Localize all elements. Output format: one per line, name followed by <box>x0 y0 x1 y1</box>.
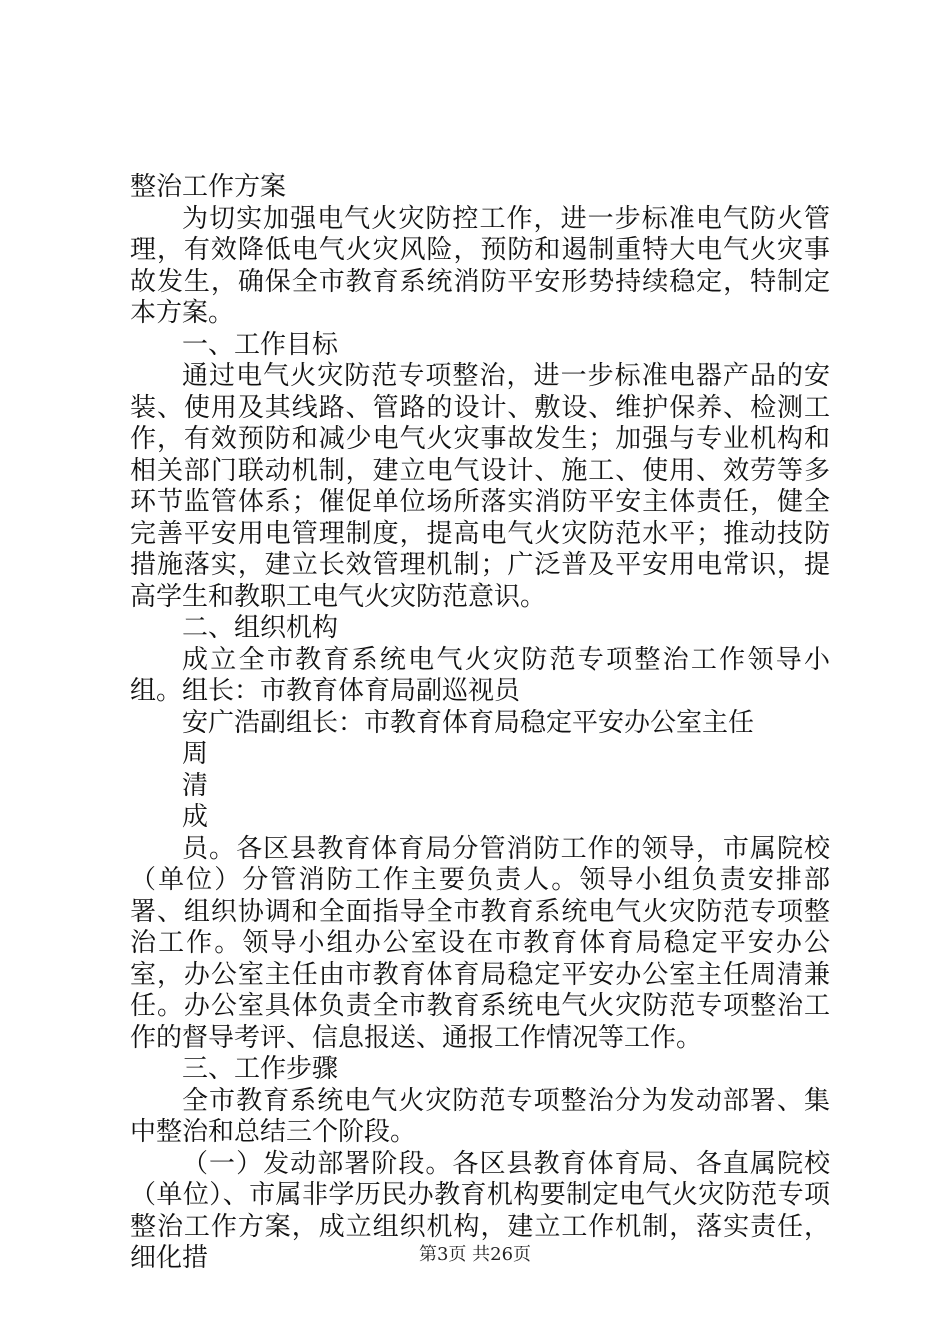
heading-work-goals: 一、工作目标 <box>182 329 339 360</box>
paragraph-deputy-leader: 安广浩副组长：市教育体育局稳定平安办公室主任 <box>182 707 755 738</box>
page-number-footer: 第3页 共26页 <box>418 1244 532 1265</box>
paragraph-char-cheng: 成 <box>182 802 209 832</box>
paragraph-work-steps: 全市教育系统电气火灾防范专项整治分为发动部署、集中整治和总结三个阶段。 <box>130 1085 830 1147</box>
paragraph-intro: 为切实加强电气火灾防控工作，进一步标准电气防火管理，有效降低电气火灾风险，预防和遏制重特大电气火灾事故发生，确保全市教育系统消防平安形势持续稳定，特制定本方案。 <box>130 203 830 328</box>
document-body <box>130 172 830 1275</box>
paragraph-phase-one: （一）发动部署阶段。各区县教育体育局、各直属院校（单位）、市属非学历民办教育机构要制定电气火灾防范专项整治工作方案，成立组织机构，建立工作机制，落实责任，细化措 <box>130 1148 830 1273</box>
heading-work-steps: 三、工作步骤 <box>182 1054 339 1084</box>
paragraph-char-zhou: 周 <box>182 739 209 769</box>
heading-organization: 二、组织机构 <box>182 613 339 643</box>
paragraph-work-goals: 通过电气火灾防范专项整治，进一步标准电器产品的安装、使用及其线路、管路的设计、敷设、维护保养、检测工作，有效预防和减少电气火灾事故发生；加强与专业机构和相关部门联动机制，建立电气设计、施工、使用、效劳等多环节监管体系；催促单位场所落实消防平安主体责任，健全完善平安用电管理制度，提高电气火灾防范水平；推动技防措施落实，建立长效管理机制；广泛普及平安用电常识，提高学生和教职工电气火灾防范意识。 <box>130 361 830 612</box>
paragraph-organization-leader: 成立全市教育系统电气火灾防范专项整治工作领导小组。组长：市教育体育局副巡视员 <box>130 644 830 706</box>
paragraph-members: 员。各区县教育体育局分管消防工作的领导，市属院校（单位）分管消防工作主要负责人。领导小组负责安排部署、组织协调和全面指导全市教育系统电气火灾防范专项整治工作。领导小组办公室设在市教育体育局稳定平安办公室，办公室主任由市教育体育局稳定平安办公室主任周清兼任。办公室具体负责全市教育系统电气火灾防范专项整治工作的督导考评、信息报送、通报工作情况等工作。 <box>130 833 830 1053</box>
paragraph-title-fragment: 整治工作方案 <box>130 172 287 202</box>
paragraph-char-qing: 清 <box>182 770 209 801</box>
